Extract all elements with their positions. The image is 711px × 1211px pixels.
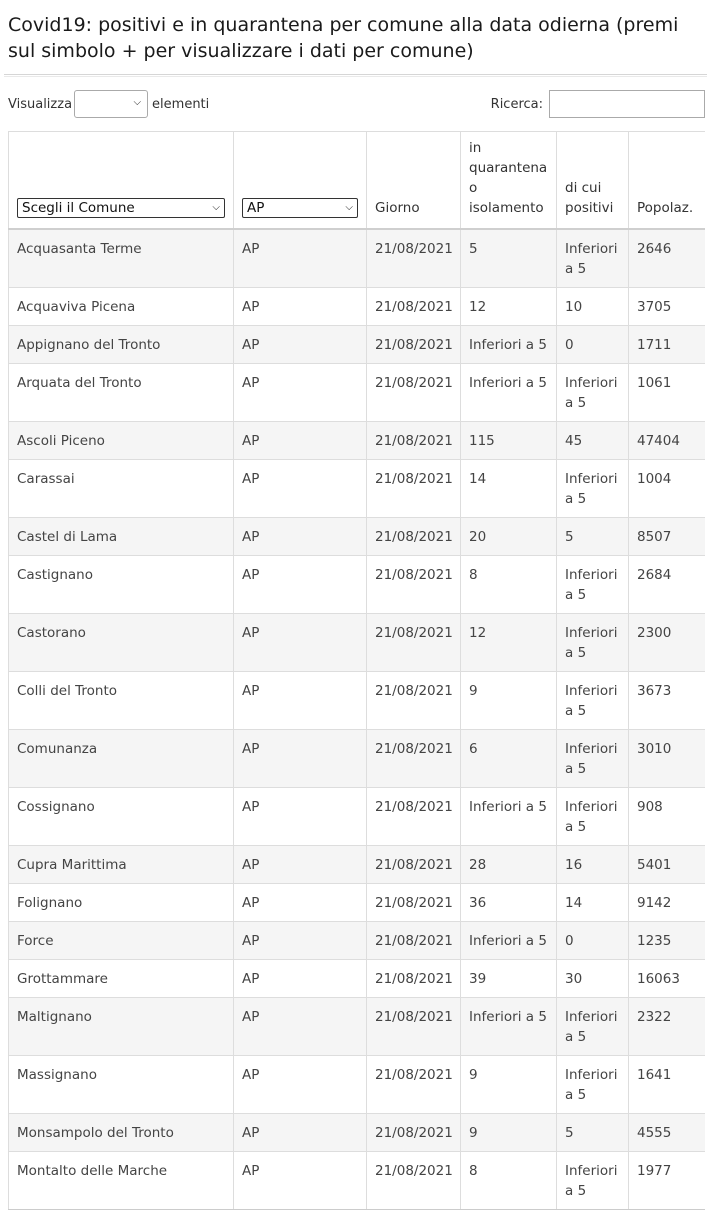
cell-positivi: 0 (557, 325, 629, 363)
cell-popolazione: 9142 (629, 883, 706, 921)
cell-giorno: 21/08/2021 (367, 671, 461, 729)
cell-prov: AP (234, 1055, 367, 1113)
search-label: Ricerca: (490, 96, 543, 112)
cell-comune: Massignano (9, 1055, 234, 1113)
cell-quarantena: Inferiori a 5 (461, 997, 557, 1055)
header-popolazione[interactable]: Popolaz. (629, 132, 706, 229)
cell-quarantena: 8 (461, 555, 557, 613)
length-label-after: elementi (152, 96, 210, 112)
table-row (9, 229, 706, 288)
cell-popolazione: 1004 (629, 459, 706, 517)
cell-positivi: 5 (557, 1113, 629, 1151)
cell-prov: AP (234, 421, 367, 459)
cell-quarantena: Inferiori a 5 (461, 921, 557, 959)
cell-positivi: Inferiori a 5 (557, 671, 629, 729)
cell-comune: Maltignano (9, 997, 234, 1055)
cell-quarantena: 39 (461, 959, 557, 997)
table-header-row (9, 132, 706, 229)
cell-positivi: Inferiori a 5 (557, 1055, 629, 1113)
cell-quarantena: 12 (461, 287, 557, 325)
cell-quarantena: Inferiori a 5 (461, 787, 557, 845)
header-giorno[interactable]: Giorno (367, 132, 461, 229)
cell-quarantena: 9 (461, 1055, 557, 1113)
search-control (491, 90, 705, 118)
cell-popolazione: 2646 (629, 229, 706, 288)
cell-positivi: 10 (557, 287, 629, 325)
cell-comune: Monsampolo del Tronto (9, 1113, 234, 1151)
table-row (9, 1055, 706, 1113)
cell-positivi: Inferiori a 5 (557, 459, 629, 517)
table-row (9, 325, 706, 363)
table-row (9, 1113, 706, 1151)
table-row (9, 517, 706, 555)
cell-comune: Montalto delle Marche (9, 1151, 234, 1209)
cell-prov: AP (234, 517, 367, 555)
cell-quarantena: 12 (461, 613, 557, 671)
table-row (9, 671, 706, 729)
cell-prov: AP (234, 787, 367, 845)
cell-quarantena: 9 (461, 1113, 557, 1151)
cell-quarantena: Inferiori a 5 (461, 363, 557, 421)
cell-giorno: 21/08/2021 (367, 325, 461, 363)
cell-positivi: Inferiori a 5 (557, 997, 629, 1055)
table-row (9, 613, 706, 671)
cell-popolazione: 8507 (629, 517, 706, 555)
cell-comune: Comunanza (9, 729, 234, 787)
table-row (9, 459, 706, 517)
cell-quarantena: 28 (461, 845, 557, 883)
cell-giorno: 21/08/2021 (367, 1055, 461, 1113)
header-comune (9, 132, 234, 229)
cell-prov: AP (234, 845, 367, 883)
table-container (8, 131, 705, 1210)
cell-giorno: 21/08/2021 (367, 883, 461, 921)
cell-giorno: 21/08/2021 (367, 459, 461, 517)
table-row (9, 421, 706, 459)
search-input[interactable] (549, 90, 705, 118)
cell-prov: AP (234, 921, 367, 959)
cell-giorno: 21/08/2021 (367, 287, 461, 325)
cell-quarantena: 14 (461, 459, 557, 517)
cell-comune: Folignano (9, 883, 234, 921)
cell-giorno: 21/08/2021 (367, 729, 461, 787)
cell-comune: Grottammare (9, 959, 234, 997)
cell-quarantena: Inferiori a 5 (461, 325, 557, 363)
cell-prov: AP (234, 229, 367, 288)
table-row (9, 921, 706, 959)
filler-cell (234, 1209, 367, 1210)
cell-prov: AP (234, 997, 367, 1055)
comune-filter-value: Scegli il Comune (22, 199, 135, 216)
comune-filter-select[interactable] (17, 198, 225, 218)
cell-comune: Acquasanta Terme (9, 229, 234, 288)
cell-quarantena: 5 (461, 229, 557, 288)
cell-positivi: Inferiori a 5 (557, 555, 629, 613)
cell-prov: AP (234, 1151, 367, 1209)
length-select[interactable] (74, 90, 148, 118)
cell-quarantena: 6 (461, 729, 557, 787)
cell-popolazione: 5401 (629, 845, 706, 883)
cell-prov: AP (234, 613, 367, 671)
cell-comune: Arquata del Tronto (9, 363, 234, 421)
cell-giorno: 21/08/2021 (367, 613, 461, 671)
cell-prov: AP (234, 287, 367, 325)
cell-prov: AP (234, 459, 367, 517)
cell-positivi: Inferiori a 5 (557, 1151, 629, 1209)
table-row (9, 555, 706, 613)
cell-comune: Castel di Lama (9, 517, 234, 555)
cell-prov: AP (234, 959, 367, 997)
cell-comune: Colli del Tronto (9, 671, 234, 729)
cell-popolazione: 4555 (629, 1113, 706, 1151)
filler-cell (557, 1209, 629, 1210)
cell-giorno: 21/08/2021 (367, 363, 461, 421)
cell-positivi: 14 (557, 883, 629, 921)
cell-prov: AP (234, 363, 367, 421)
length-label-before: Visualizza (8, 96, 73, 112)
cell-positivi: 30 (557, 959, 629, 997)
cell-quarantena: 9 (461, 671, 557, 729)
cell-comune: Cossignano (9, 787, 234, 845)
cell-positivi: Inferiori a 5 (557, 729, 629, 787)
cell-popolazione: 1641 (629, 1055, 706, 1113)
page-title: Covid19: positivi e in quarantena per comune alla data odierna (premi sul simbolo + per visualizzare i dati per comune) (8, 14, 679, 62)
table-row (9, 959, 706, 997)
cell-positivi: 0 (557, 921, 629, 959)
cell-popolazione: 1061 (629, 363, 706, 421)
table-row (9, 287, 706, 325)
table-row (9, 363, 706, 421)
cell-popolazione: 1711 (629, 325, 706, 363)
chevron-down-icon: ⌵ (212, 201, 220, 213)
cell-giorno: 21/08/2021 (367, 1113, 461, 1151)
cell-comune: Castorano (9, 613, 234, 671)
prov-filter-select[interactable] (242, 198, 358, 218)
cell-popolazione: 3010 (629, 729, 706, 787)
table-controls (0, 77, 711, 131)
cell-giorno: 21/08/2021 (367, 555, 461, 613)
length-control (8, 90, 209, 118)
cell-comune: Force (9, 921, 234, 959)
cell-giorno: 21/08/2021 (367, 787, 461, 845)
cell-popolazione: 2684 (629, 555, 706, 613)
cell-comune: Ascoli Piceno (9, 421, 234, 459)
cell-comune: Appignano del Tronto (9, 325, 234, 363)
cell-prov: AP (234, 555, 367, 613)
header-positivi[interactable]: di cui positivi (557, 132, 629, 229)
cell-popolazione: 1235 (629, 921, 706, 959)
cell-giorno: 21/08/2021 (367, 229, 461, 288)
table-row (9, 845, 706, 883)
cell-popolazione: 1977 (629, 1151, 706, 1209)
cell-giorno: 21/08/2021 (367, 1151, 461, 1209)
cell-prov: AP (234, 671, 367, 729)
table-row (9, 787, 706, 845)
cell-comune: Cupra Marittima (9, 845, 234, 883)
cell-positivi: 45 (557, 421, 629, 459)
cell-positivi: Inferiori a 5 (557, 613, 629, 671)
cell-giorno: 21/08/2021 (367, 997, 461, 1055)
header-prov (234, 132, 367, 229)
header-quarantena[interactable]: in quarantena o isolamento (461, 132, 557, 229)
cell-quarantena: 115 (461, 421, 557, 459)
filler-cell (367, 1209, 461, 1210)
table-row (9, 1151, 706, 1209)
table-row (9, 997, 706, 1055)
prov-filter-value: AP (247, 199, 265, 216)
cell-popolazione: 908 (629, 787, 706, 845)
cell-giorno: 21/08/2021 (367, 421, 461, 459)
cell-positivi: Inferiori a 5 (557, 787, 629, 845)
cell-prov: AP (234, 1113, 367, 1151)
cell-popolazione: 2322 (629, 997, 706, 1055)
table-row (9, 729, 706, 787)
cell-comune: Castignano (9, 555, 234, 613)
cell-popolazione: 3705 (629, 287, 706, 325)
filler-cell (9, 1209, 234, 1210)
table-body (9, 229, 706, 1211)
table-row-filler (9, 1209, 706, 1210)
cell-giorno: 21/08/2021 (367, 921, 461, 959)
cell-quarantena: 8 (461, 1151, 557, 1209)
cell-popolazione: 2300 (629, 613, 706, 671)
cell-positivi: Inferiori a 5 (557, 363, 629, 421)
chevron-down-icon: ⌵ (345, 201, 353, 213)
cell-popolazione: 16063 (629, 959, 706, 997)
cell-comune: Carassai (9, 459, 234, 517)
cell-popolazione: 3673 (629, 671, 706, 729)
cell-comune: Acquaviva Picena (9, 287, 234, 325)
table-row (9, 883, 706, 921)
cell-giorno: 21/08/2021 (367, 845, 461, 883)
cell-popolazione: 47404 (629, 421, 706, 459)
filler-cell (461, 1209, 557, 1210)
cell-prov: AP (234, 883, 367, 921)
cell-positivi: 5 (557, 517, 629, 555)
cell-giorno: 21/08/2021 (367, 959, 461, 997)
cell-quarantena: 36 (461, 883, 557, 921)
cell-prov: AP (234, 729, 367, 787)
chevron-down-icon: ⌵ (133, 97, 142, 108)
cell-prov: AP (234, 325, 367, 363)
cell-giorno: 21/08/2021 (367, 517, 461, 555)
cell-quarantena: 20 (461, 517, 557, 555)
cell-positivi: 16 (557, 845, 629, 883)
filler-cell (629, 1209, 706, 1210)
data-table (8, 131, 705, 1210)
cell-positivi: Inferiori a 5 (557, 229, 629, 288)
